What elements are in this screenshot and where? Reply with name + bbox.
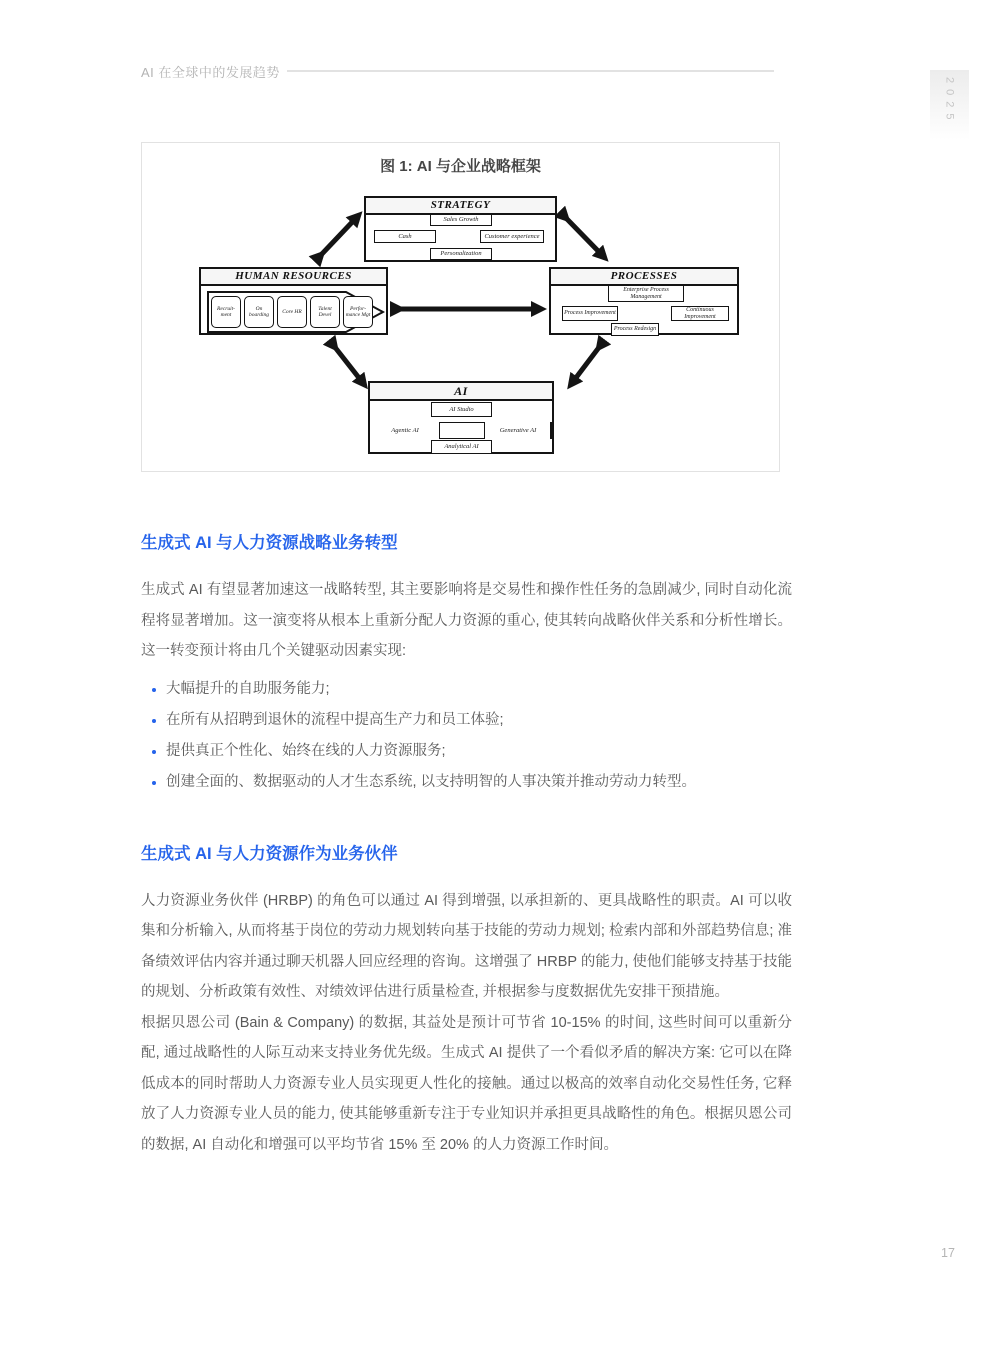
bullet-text-4: 创建全面的、数据驱动的人才生态系统, 以支持明智的人事决策并推动劳动力转型。: [166, 773, 697, 790]
page-header-title: AI 在全球中的发展趋势: [141, 65, 280, 80]
list-item-3: [141, 736, 792, 767]
year-ribbon: [930, 70, 969, 140]
paragraph-1: 生成式 AI 有望显著加速这一战略转型, 其主要影响将是交易性和操作性任务的急剧减少, 同时自动化流程将显著增加。这一演变将从根本上重新分配人力资源的重心, 使其转向战略伙伴关系和分析性增长。这一转变预计将由几个关键驱动因素实现:: [141, 582, 792, 659]
ai-item-ai-studio: AI Studio: [431, 402, 492, 417]
page-number: 17: [941, 1246, 955, 1260]
main-content: [141, 533, 792, 1160]
year-label: 2025: [943, 77, 956, 126]
human-resources-box: [199, 267, 388, 335]
processes-header: PROCESSES: [551, 269, 737, 286]
section-heading-1: 生成式 AI 与人力资源战略业务转型: [141, 534, 398, 552]
processes-item-process-improvement: Process Improvement: [562, 306, 618, 321]
bullet-text-1: 大幅提升的自助服务能力;: [166, 680, 330, 697]
strategy-box: [364, 196, 557, 262]
processes-item-process-redesign: Process Redesign: [611, 323, 659, 336]
bullet-text-3: 提供真正个性化、始终在线的人力资源服务;: [166, 742, 446, 759]
bullet-icon: [152, 750, 156, 754]
hr-stage-performance-mgt: Perfor- mance Mgt: [343, 296, 373, 328]
strategy-item-personalization: Personalization: [430, 248, 492, 260]
bullet-icon: [152, 719, 156, 723]
strategy-item-cash: Cash: [374, 230, 436, 243]
figure-title: 图 1: AI 与企业战略框架: [380, 158, 541, 175]
ai-item-agentic-ai: Agentic AI: [391, 427, 419, 435]
hr-stage-core-hr: Core HR: [277, 296, 307, 328]
bullet-list: [141, 674, 792, 798]
ai-item-generative-ai: Generative AI: [499, 427, 537, 435]
ai-center-box: [439, 422, 485, 439]
list-item-4: [141, 767, 792, 798]
human-resources-header: HUMAN RESOURCES: [201, 269, 386, 286]
hr-stage-talent-devel: Talent Devel: [310, 296, 340, 328]
processes-item-continuous-improvement: Continuous Improvement: [671, 306, 729, 321]
ai-header: AI: [370, 383, 552, 401]
strategy-item-sales-growth: Sales Growth: [430, 214, 492, 226]
paragraph-2: 人力资源业务伙伴 (HRBP) 的角色可以通过 AI 得到增强, 以承担新的、更具战略性的职责。AI 可以收集和分析输入, 从而将基于岗位的劳动力规划转向基于技能的劳动力规划; 检索内部和外部趋势信息; 准备绩效评估内容并通过聊天机器人回应经理的咨询。这增强了 HRBP 的能力, 使他们能够支持基于技能的规划、分析政策有效性、对绩效评估进行质量检查, 并根据参与度数据优先安排干预措施。: [141, 892, 792, 1000]
ai-right-divider: [550, 422, 552, 439]
figure-1: [141, 142, 780, 472]
paragraph-3: 根据贝恩公司 (Bain & Company) 的数据, 其益处是预计可节省 10-15% 的时间, 这些时间可以重新分配, 通过战略性的人际互动来支持业务优先级。生成式 AI 提供了一个看似矛盾的解决方案: 它可以在降低成本的同时帮助人力资源专业人员实现更人性化的接触。通过以极高的效率自动化交易性任务, 它释放了人力资源专业人员的能力, 使其能够重新专注于专业知识并承担更具战略性的角色。根据贝恩公司的数据, AI 自动化和增强可以平均节省 15% 至 20% 的人力资源工作时间。: [141, 1014, 792, 1153]
section-heading-2: 生成式 AI 与人力资源作为业务伙伴: [141, 844, 398, 863]
bullet-icon: [152, 781, 156, 785]
ai-item-analytical-ai: Analytical AI: [431, 440, 492, 454]
list-item-2: [141, 705, 792, 736]
processes-item-enterprise-process-management: Enterprise Process Management: [608, 285, 684, 302]
hr-stage-onboarding: On boarding: [244, 296, 274, 328]
bullet-icon: [152, 688, 156, 692]
strategy-header: STRATEGY: [366, 198, 555, 215]
bullet-text-2: 在所有从招聘到退休的流程中提高生产力和员工体验;: [166, 711, 504, 728]
list-item-1: [141, 674, 792, 705]
header-divider: [287, 70, 774, 72]
hr-stage-recruitment: Recruit- ment: [211, 296, 241, 328]
strategy-item-customer-experience: Customer experience: [480, 230, 544, 243]
ai-box: [368, 381, 554, 454]
processes-box: [549, 267, 739, 335]
